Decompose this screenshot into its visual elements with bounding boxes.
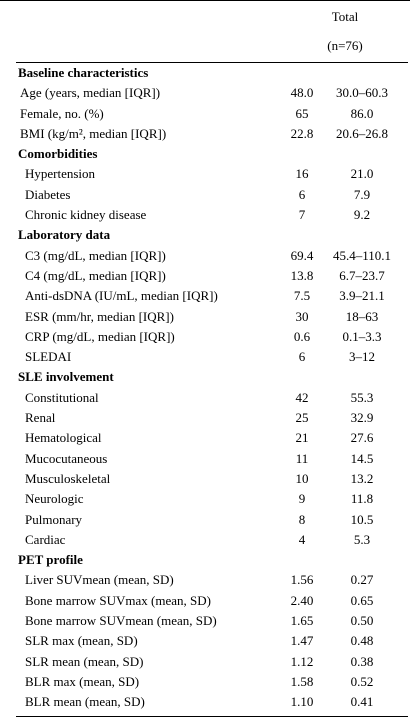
table-row (0, 570, 410, 590)
row-label: Diabetes (25, 186, 71, 202)
section-heading-row (0, 367, 410, 387)
value-detail: 10.5 (350, 511, 374, 527)
value-detail: 0.48 (350, 633, 374, 649)
table-row (0, 530, 410, 550)
row-label: Age (years, median [IQR]) (20, 85, 161, 101)
row-label: Bone marrow SUVmean (mean, SD) (25, 613, 217, 629)
value-count: 10 (295, 470, 309, 486)
table-row (0, 611, 410, 631)
row-label: Hypertension (25, 166, 96, 182)
row-label: Mucocutaneous (25, 450, 108, 466)
row-label: BLR mean (mean, SD) (25, 694, 145, 710)
value-count: 16 (295, 166, 309, 182)
row-label: Pulmonary (25, 511, 83, 527)
table-row (0, 469, 410, 489)
row-label: SLEDAI (25, 349, 72, 365)
column-header-n: (n=76) (327, 38, 363, 53)
value-count: 1.58 (290, 673, 314, 689)
value-detail: 7.9 (353, 186, 371, 202)
section-heading: PET profile (18, 552, 83, 568)
value-count: 48.0 (290, 85, 314, 101)
value-count: 1.65 (290, 613, 314, 629)
table-row (0, 266, 410, 286)
value-detail: 0.41 (350, 694, 374, 710)
table-row (0, 164, 410, 184)
table-row (0, 510, 410, 530)
table-row (0, 692, 410, 712)
value-detail: 18–63 (345, 308, 379, 324)
row-label: CRP (mg/dL, median [IQR]) (25, 328, 175, 344)
section-heading-row (0, 144, 410, 164)
row-label: Chronic kidney disease (25, 207, 147, 223)
table-row (0, 83, 410, 103)
row-label: Cardiac (25, 531, 66, 547)
table-row (0, 347, 410, 367)
row-label: BLR max (mean, SD) (25, 673, 140, 689)
value-count: 7.5 (293, 288, 311, 304)
table-row (0, 185, 410, 205)
value-count: 1.47 (290, 633, 314, 649)
table-row (0, 489, 410, 509)
section-heading-row (0, 550, 410, 570)
value-detail: 21.0 (350, 166, 374, 182)
value-count: 11 (295, 450, 309, 466)
value-count: 25 (295, 410, 309, 426)
row-label: Liver SUVmean (mean, SD) (25, 572, 174, 588)
value-detail: 32.9 (350, 410, 374, 426)
value-detail: 30.0–60.3 (336, 85, 388, 101)
table-row (0, 246, 410, 266)
value-count: 1.12 (290, 653, 314, 669)
section-heading: Baseline characteristics (18, 65, 149, 80)
value-count: 6 (298, 186, 306, 202)
value-detail: 13.2 (350, 470, 374, 486)
table-row (0, 672, 410, 692)
value-count: 4 (298, 531, 306, 547)
table-row (0, 104, 410, 124)
table-body (0, 63, 410, 713)
value-detail: 55.3 (350, 389, 374, 405)
value-count: 0.6 (293, 328, 311, 344)
value-count: 13.8 (290, 267, 314, 283)
row-label: C3 (mg/dL, median [IQR]) (25, 247, 166, 263)
bottom-rule (16, 716, 408, 717)
row-label: C4 (mg/dL, median [IQR]) (25, 267, 166, 283)
value-detail: 0.38 (350, 653, 374, 669)
value-count: 9 (298, 491, 306, 507)
row-label: SLR mean (mean, SD) (25, 653, 144, 669)
value-count: 1.10 (290, 694, 314, 710)
table-header (0, 0, 410, 63)
value-detail: 45.4–110.1 (332, 247, 392, 263)
value-detail: 0.1–3.3 (342, 328, 382, 344)
value-detail: 5.3 (353, 531, 371, 547)
value-count: 1.56 (290, 572, 314, 588)
value-count: 30 (295, 308, 309, 324)
row-label: Hematological (25, 430, 102, 446)
table-row (0, 388, 410, 408)
row-label: SLR max (mean, SD) (25, 633, 138, 649)
column-header-total: Total (331, 9, 359, 24)
section-heading: Comorbidities (18, 146, 98, 162)
table-row (0, 408, 410, 428)
value-detail: 3.9–21.1 (339, 288, 385, 304)
table-row (0, 631, 410, 651)
value-detail: 20.6–26.8 (336, 125, 388, 141)
value-detail: 0.65 (350, 592, 374, 608)
table-row (0, 652, 410, 672)
row-label: BMI (kg/m², median [IQR]) (20, 125, 167, 141)
value-detail: 3–12 (349, 349, 375, 365)
value-count: 6 (298, 349, 306, 365)
row-label: Bone marrow SUVmax (mean, SD) (25, 592, 211, 608)
value-detail: 0.27 (350, 572, 374, 588)
row-label: ESR (mm/hr, median [IQR]) (25, 308, 174, 324)
value-detail: 27.6 (350, 430, 374, 446)
table-row (0, 307, 410, 327)
row-label: Musculoskeletal (25, 470, 111, 486)
row-label: Constitutional (25, 389, 99, 405)
value-detail: 11.8 (350, 491, 374, 507)
table-row (0, 205, 410, 225)
value-count: 22.8 (290, 125, 314, 141)
value-detail: 0.50 (350, 613, 374, 629)
value-detail: 14.5 (350, 450, 374, 466)
section-heading: SLE involvement (18, 369, 114, 385)
value-count: 21 (295, 430, 309, 446)
value-count: 2.40 (290, 592, 314, 608)
row-label: Female, no. (%) (20, 105, 104, 121)
value-count: 8 (298, 511, 306, 527)
value-detail: 86.0 (350, 105, 374, 121)
section-heading-row (0, 225, 410, 245)
row-label: Anti-dsDNA (IU/mL, median [IQR]) (25, 288, 218, 304)
table-row (0, 449, 410, 469)
row-label: Neurologic (25, 491, 84, 507)
row-label: Renal (25, 410, 56, 426)
section-heading-row (0, 63, 410, 83)
value-count: 42 (295, 389, 309, 405)
value-count: 7 (298, 207, 306, 223)
value-count: 69.4 (290, 247, 314, 263)
value-detail: 9.2 (353, 207, 371, 223)
table-row (0, 428, 410, 448)
table-row (0, 591, 410, 611)
value-count: 65 (295, 105, 309, 121)
value-detail: 0.52 (350, 673, 374, 689)
table-row (0, 286, 410, 306)
table-row (0, 327, 410, 347)
table-row (0, 124, 410, 144)
section-heading: Laboratory data (18, 227, 111, 243)
value-detail: 6.7–23.7 (339, 267, 385, 283)
